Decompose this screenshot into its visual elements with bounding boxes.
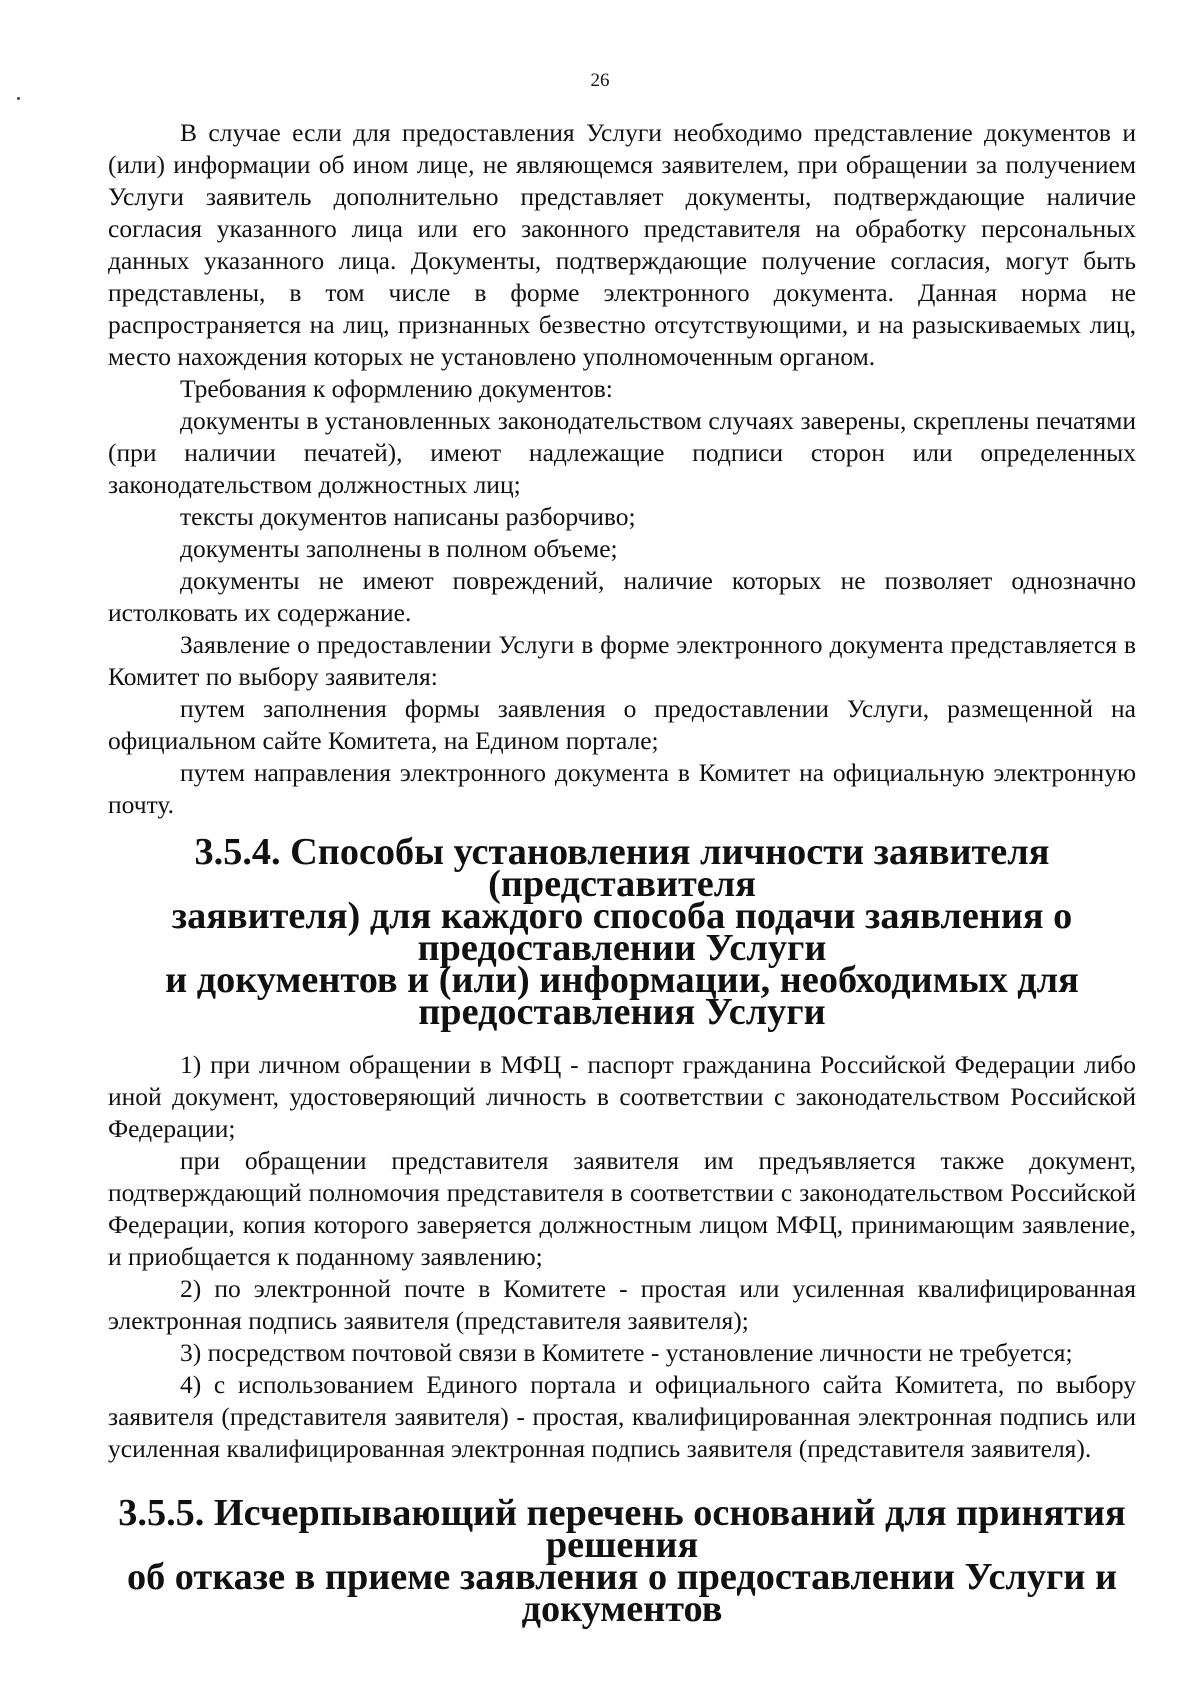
section-heading-line: об отказе в приеме заявления о предоставлении Услуги и документов — [126, 1556, 1118, 1630]
section-heading-line: и документов и (или) информации, необходимых для предоставления Услуги — [165, 959, 1079, 1033]
paragraph-portal-signature: 4) с использованием Единого портала и официального сайта Комитета, по выбору заявителя (представителя заявителя) - простая, квалифицированная электронная подпись или усиленная квалифицированная электронная подпись заявителя (представителя заявителя). — [108, 1370, 1136, 1463]
paragraph-doc-requirements-intro: Требования к оформлению документов: — [180, 374, 613, 403]
page-body — [108, 117, 1136, 1630]
paragraph-postal: 3) посредством почтовой связи в Комитете - установление личности не требуется; — [180, 1338, 1073, 1367]
paragraph-online-form: путем заполнения формы заявления о предоставлении Услуги, размещенной на официальном сайте Комитета, на Едином портале; — [108, 694, 1136, 755]
paragraph-doc-certified: документы в установленных законодательством случаях заверены, скреплены печатями (при наличии печатей), имеют надлежащие подписи сторон или определенных законодательством должностных лиц; — [108, 406, 1136, 499]
paragraph-doc-complete: документы заполнены в полном объеме; — [180, 534, 618, 563]
section-heading-3-5-5 — [108, 1492, 1136, 1630]
section-heading-3-5-4 — [108, 831, 1136, 1033]
paragraph-other-person-consent: В случае если для предоставления Услуги необходимо представление документов и (или) информации об ином лице, не являющемся заявителем, при обращении за получением Услуги заявитель дополнительно представляет документы, подтверждающие наличие согласия указанного лица или его законного представителя на обработку персональных данных указанного лица. Документы, подтверждающие получение согласия, могут быть представлены, в том числе в форме электронного документа. Данная норма не распространяется на лиц, признанных безвестно отсутствующими, и на разыскиваемых лиц, место нахождения которых не установлено уполномоченным органом. — [108, 118, 1136, 371]
section-heading-line: заявителя) для каждого способа подачи заявления о предоставлении Услуги — [171, 895, 1073, 969]
section-heading-line: 3.5.5. Исчерпывающий перечень оснований для принятия решения — [118, 1492, 1126, 1566]
paragraph-representative: при обращении представителя заявителя им предъявляется также документ, подтверждающий полномочия представителя в соответствии с законодательством Российской Федерации, копия которого заверяется должностным лицом МФЦ, принимающим заявление, и приобщается к поданному заявлению; — [108, 1146, 1136, 1271]
paragraph-doc-legible: тексты документов написаны разборчиво; — [180, 502, 636, 531]
scan-speck — [17, 97, 20, 100]
page-number: 26 — [590, 70, 610, 91]
section-heading-line: 3.5.4. Способы установления личности заявителя (представителя — [194, 831, 1050, 905]
paragraph-email-submission: путем направления электронного документа в Комитет на официальную электронную почту. — [108, 758, 1136, 819]
paragraph-mfc-personal: 1) при личном обращении в МФЦ - паспорт гражданина Российской Федерации либо иной документ, удостоверяющий личность в соответствии с законодательством Российской Федерации; — [108, 1050, 1136, 1143]
paragraph-electronic-application: Заявление о предоставлении Услуги в форме электронного документа представляется в Комитет по выбору заявителя: — [108, 630, 1136, 691]
paragraph-doc-undamaged: документы не имеют повреждений, наличие которых не позволяет однозначно истолковать их содержание. — [108, 566, 1136, 627]
paragraph-email-signature: 2) по электронной почте в Комитете - простая или усиленная квалифицированная электронная подпись заявителя (представителя заявителя); — [108, 1274, 1136, 1335]
